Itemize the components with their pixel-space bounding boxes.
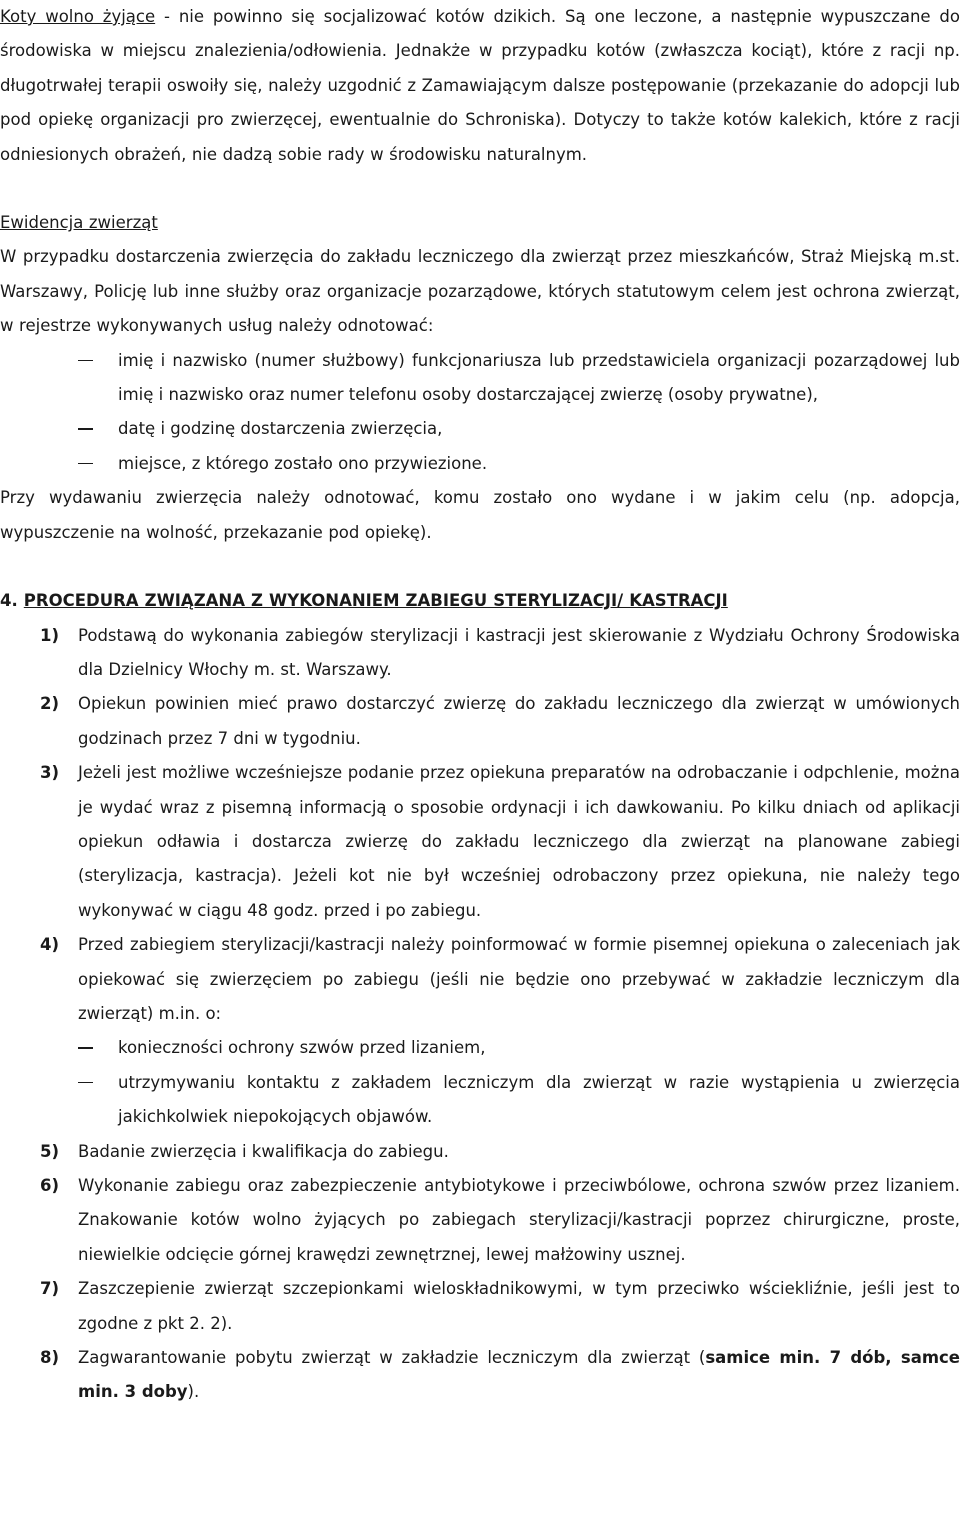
section-number: 4. xyxy=(0,591,18,611)
item-text-after: ). xyxy=(187,1382,200,1402)
item-number: 8) xyxy=(40,1348,60,1368)
evidence-paragraph: W przypadku dostarczenia zwierzęcia do zakładu leczniczego dla zwierząt przez mieszkańców, Straż Miejską m.st. Warszawy, Policję lub inne służby oraz organizacje pozarządowe, których statutowym celem jest ochrona zwierząt, w rejestrze wykonywanych usług należy odnotować: xyxy=(0,247,960,336)
item-number: 7) xyxy=(40,1279,60,1299)
procedure-item xyxy=(0,1272,960,1341)
procedure-sub-item: konieczności ochrony szwów przed lizaniem, xyxy=(0,1031,960,1065)
item-number: 4) xyxy=(40,935,60,955)
intro-text: - nie powinno się socjalizować kotów dzikich. Są one leczone, a następnie wypuszczane do środowiska w miejscu znalezienia/odłowienia. Jednakże w przypadku kotów (zwłaszcza kociąt), które z racji np. długotrwałej terapii oswoiły się, należy uzgodnić z Zamawiającym dalsze postępowanie (przekazanie do adopcji lub pod opiekę organizacji pro zwierzęcej, ewentualnie do Schroniska). Dotyczy to także kotów kalekich, które z racji odniesionych obrażeń, nie dadzą sobie rady w środowisku naturalnym. xyxy=(0,7,960,164)
item-number: 3) xyxy=(40,763,60,783)
item-text: Podstawą do wykonania zabiegów sterylizacji i kastracji jest skierowanie z Wydziału Ochrony Środowiska dla Dzielnicy Włochy m. st. Warszawy. xyxy=(78,625,960,679)
item-text: Opiekun powinien mieć prawo dostarczyć zwierzę do zakładu leczniczego dla zwierząt w umówionych godzinach przez 7 dni w tygodniu. xyxy=(78,694,960,748)
item-number: 5) xyxy=(40,1141,60,1161)
procedure-sub-item: utrzymywaniu kontaktu z zakładem leczniczym dla zwierząt w razie wystąpienia u zwierzęcia jakichkolwiek niepokojących objawów. xyxy=(0,1066,960,1135)
procedure-list xyxy=(0,619,960,1032)
evidence-closing: Przy wydawaniu zwierzęcia należy odnotować, komu zostało ono wydane i w jakim celu (np. adopcja, wypuszczenie na wolność, przekazanie pod opiekę). xyxy=(0,488,960,542)
procedure-item xyxy=(0,619,960,688)
procedure-sub-list xyxy=(0,1031,960,1134)
dash-bullet-icon xyxy=(78,428,93,430)
item-number: 1) xyxy=(40,625,60,645)
item-text: Badanie zwierzęcia i kwalifikacja do zabiegu. xyxy=(78,1141,449,1161)
item-text: Przed zabiegiem sterylizacji/kastracji należy poinformować w formie pisemnej opiekuna o zaleceniach jak opiekować się zwierzęciem po zabiegu (jeśli nie będzie ono przebywać w zakładzie leczniczym dla zwierząt) m.in. o: xyxy=(78,935,960,1023)
item-text: Jeżeli jest możliwe wcześniejsze podanie przez opiekuna preparatów na odrobaczanie i odpchlenie, można je wydać wraz z pisemną informacją o sposobie ordynacji i ich dawkowaniu. Po kilku dniach od aplikacji opiekun odławia i dostarcza zwierzę do zakładu leczniczego dla zwierząt na planowane zabiegi (sterylizacja, kastracja). Jeżeli kot nie był wcześniej odrobaczony przez opiekuna, nie należy tego wykonywać w ciągu 48 godz. przed i po zabiegu. xyxy=(78,763,960,920)
section-title: PROCEDURA ZWIĄZANA Z WYKONANIEM ZABIEGU STERYLIZACJI/ KASTRACJI xyxy=(23,591,728,611)
procedure-list-continued xyxy=(0,1135,960,1410)
procedure-item xyxy=(0,1135,960,1169)
procedure-item xyxy=(0,687,960,756)
procedure-item xyxy=(0,756,960,928)
intro-lead: Koty wolno żyjące xyxy=(0,7,156,26)
item-number: 6) xyxy=(40,1176,60,1195)
dash-bullet-icon xyxy=(78,1047,93,1049)
evidence-list-item: imię i nazwisko (numer służbowy) funkcjonariusza lub przedstawiciela organizacji pozarządowej lub imię i nazwisko oraz numer telefonu osoby dostarczającej zwierzę (osoby prywatne), xyxy=(0,344,960,413)
evidence-list-item: datę i godzinę dostarczenia zwierzęcia, xyxy=(0,412,960,446)
dash-bullet-icon xyxy=(78,1082,93,1084)
item-text-before: Zagwarantowanie pobytu zwierząt w zakładzie leczniczym dla zwierząt ( xyxy=(78,1348,706,1368)
dash-bullet-icon xyxy=(78,360,93,362)
item-text: Zaszczepienie zwierząt szczepionkami wieloskładnikowymi, w tym przeciwko wściekliźnie, jeśli jest to zgodne z pkt 2. 2). xyxy=(78,1279,960,1333)
evidence-list-item: miejsce, z którego zostało ono przywiezione. xyxy=(0,447,960,481)
section-heading xyxy=(0,584,960,618)
evidence-heading: Ewidencja zwierząt xyxy=(0,213,158,233)
procedure-item xyxy=(0,928,960,1031)
intro-paragraph xyxy=(0,0,960,172)
procedure-item xyxy=(0,1341,960,1410)
procedure-item xyxy=(0,1169,960,1272)
item-text: Wykonanie zabiegu oraz zabezpieczenie antybiotykowe i przeciwbólowe, ochrona szwów przez lizaniem. Znakowanie kotów wolno żyjących po zabiegach sterylizacji/kastracji poprzez chirurgiczne, proste, niewielkie odcięcie górnej krawędzi zewnętrznej, lewej małżowiny usznej. xyxy=(78,1176,960,1264)
evidence-list xyxy=(0,344,960,482)
item-number: 2) xyxy=(40,694,60,714)
dash-bullet-icon xyxy=(78,463,93,465)
item-text-bold: samice min. 7 dób, samce min. 3 doby xyxy=(78,1348,960,1402)
